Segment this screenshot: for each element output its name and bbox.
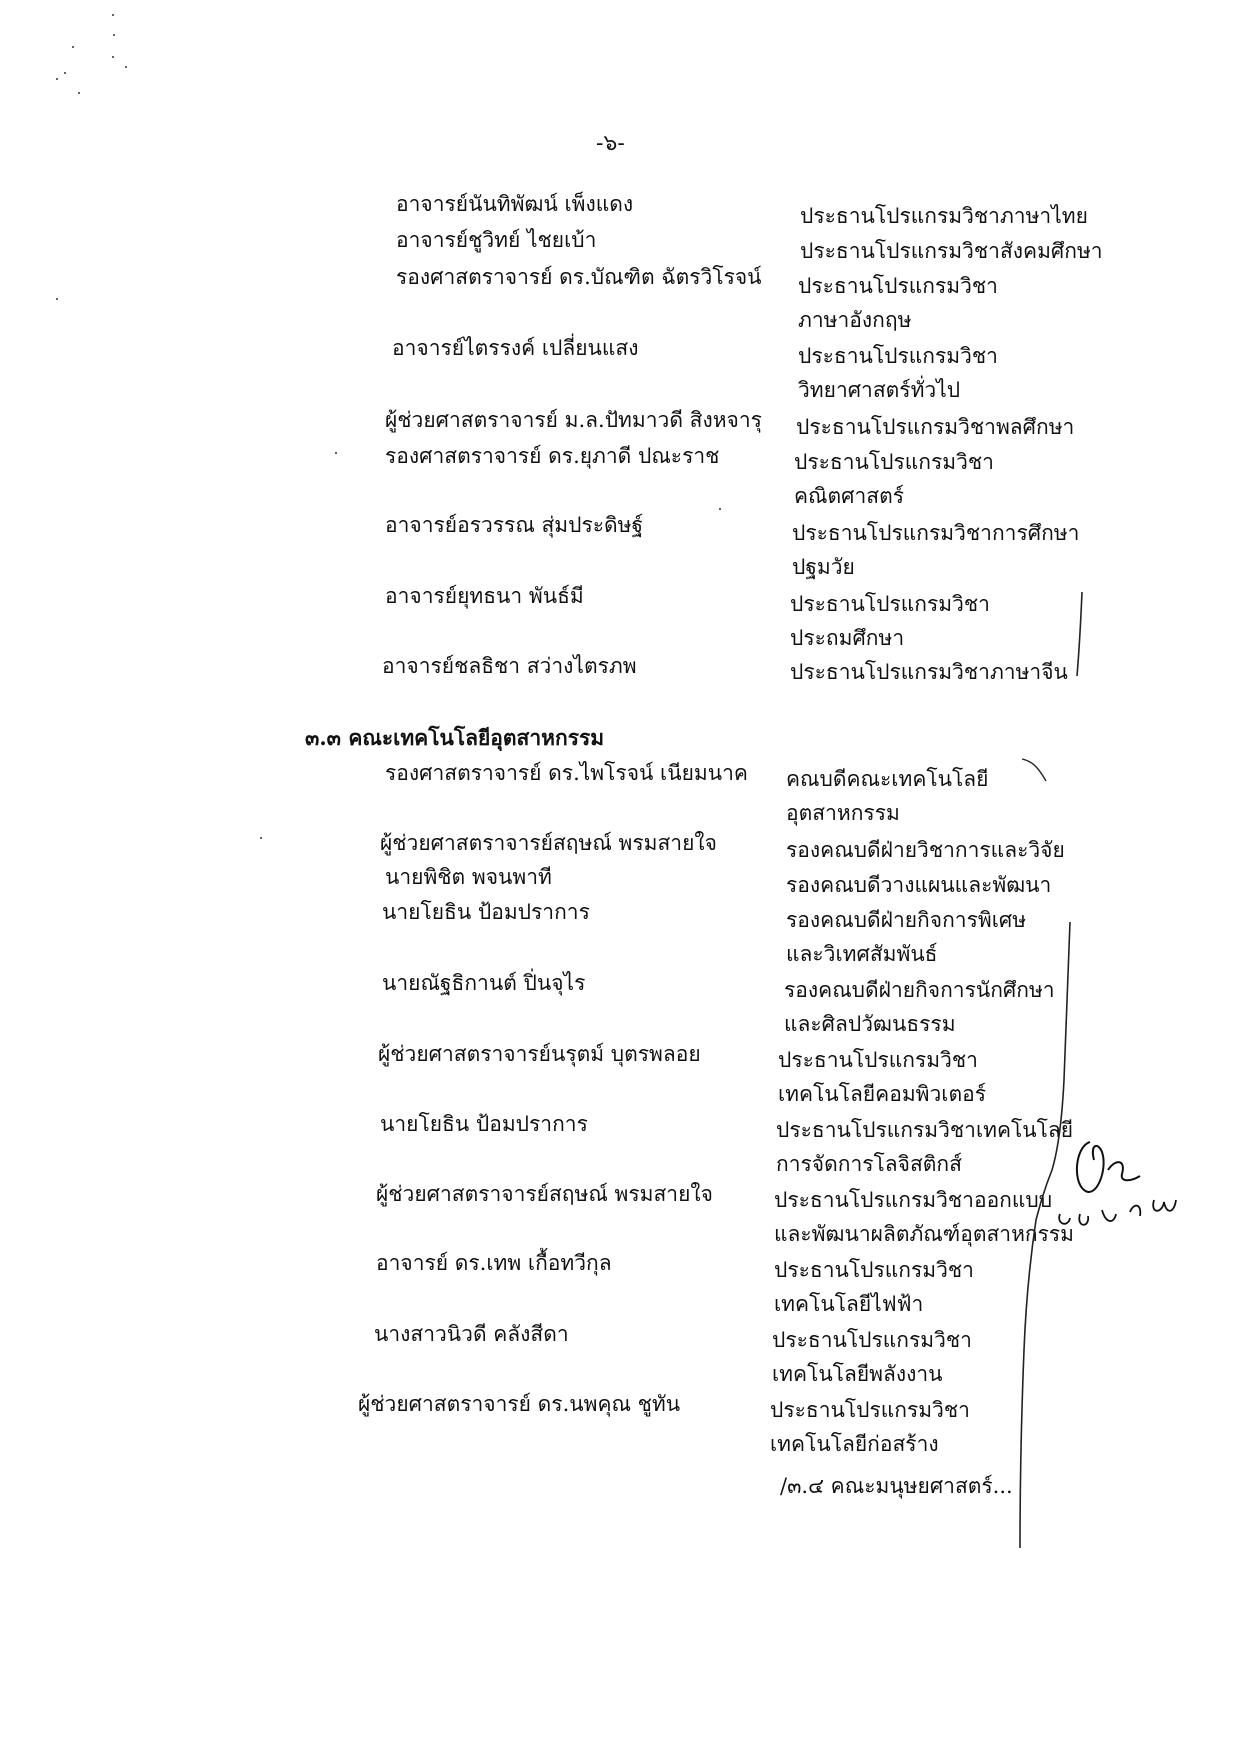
scan-speck — [64, 72, 66, 74]
staff-name: อาจารย์ชลธิชา สว่างไตรภพ — [382, 654, 637, 678]
staff-position: รองคณบดีฝ่ายวิชาการและวิจัย — [786, 838, 1065, 862]
scan-speck — [113, 34, 115, 36]
scan-speck — [260, 837, 262, 839]
staff-position: ประธานโปรแกรมวิชาพลศึกษา — [796, 415, 1075, 439]
staff-name: อาจารย์ไตรรงค์ เปลี่ยนแสง — [392, 336, 639, 360]
handwritten-signature — [1050, 1130, 1200, 1240]
staff-position: ประธานโปรแกรมวิชา — [772, 1328, 972, 1352]
scan-speck — [78, 92, 80, 94]
staff-position: ประธานโปรแกรมวิชาเทคโนโลยี — [776, 1118, 1074, 1142]
scan-speck — [719, 508, 721, 510]
staff-position: ประถมศึกษา — [790, 626, 905, 650]
staff-name: ผู้ช่วยศาสตราจารย์ ม.ล.ปัทมาวดี สิงหจารุ — [385, 408, 762, 432]
staff-position: และพัฒนาผลิตภัณฑ์อุตสาหกรรม — [774, 1222, 1075, 1246]
staff-name: อาจารย์ชูวิทย์ ไชยเบ้า — [396, 228, 597, 252]
staff-name: อาจารย์ยุทธนา พันธ์มี — [385, 584, 584, 608]
scan-speck — [125, 66, 127, 68]
staff-position: ประธานโปรแกรมวิชาภาษาจีน — [790, 660, 1068, 684]
scan-speck — [335, 452, 337, 454]
staff-position: ภาษาอังกฤษ — [798, 308, 912, 332]
staff-name: นางสาวนิวดี คลังสีดา — [374, 1322, 569, 1346]
staff-position: คณบดีคณะเทคโนโลยี — [786, 767, 989, 791]
scan-speck — [72, 46, 74, 48]
staff-position: ประธานโปรแกรมวิชาภาษาไทย — [800, 204, 1088, 228]
staff-name: อาจารย์ ดร.เทพ เกื้อทวีกุล — [376, 1251, 612, 1275]
staff-name: รองศาสตราจารย์ ดร.ไพโรจน์ เนียมนาค — [385, 761, 748, 785]
staff-position: เทคโนโลยีพลังงาน — [772, 1362, 943, 1386]
staff-position: รองคณบดีวางแผนและพัฒนา — [786, 873, 1052, 897]
staff-position: อุตสาหกรรม — [786, 801, 900, 825]
staff-position: เทคโนโลยีไฟฟ้า — [774, 1292, 924, 1316]
staff-position: คณิตศาสตร์ — [794, 484, 905, 508]
staff-position: และศิลปวัฒนธรรม — [784, 1012, 956, 1036]
staff-name: ผู้ช่วยศาสตราจารย์ ดร.นพคุณ ชูทัน — [358, 1392, 681, 1416]
staff-position: ประธานโปรแกรมวิชา — [798, 344, 998, 368]
staff-position: รองคณบดีฝ่ายกิจการนักศึกษา — [784, 978, 1055, 1002]
staff-position: ประธานโปรแกรมวิชาออกแบบ — [774, 1188, 1053, 1212]
staff-position: ประธานโปรแกรมวิชา — [774, 1258, 974, 1282]
margin-mark-curve — [1020, 755, 1050, 785]
staff-name: ผู้ช่วยศาสตราจารย์สฤษณ์ พรมสายใจ — [376, 1182, 713, 1206]
continuation-note: /๓.๔ คณะมนุษยศาสตร์... — [780, 1474, 1013, 1498]
staff-position: ประธานโปรแกรมวิชาสังคมศึกษา — [800, 239, 1103, 263]
scan-speck — [112, 56, 114, 58]
staff-name: นายโยธิน ป้อมปราการ — [380, 1112, 588, 1136]
page-number: -๖- — [596, 131, 625, 156]
staff-position: วิทยาศาสตร์ทั่วไป — [798, 378, 961, 402]
staff-position: ประธานโปรแกรมวิชา — [794, 450, 994, 474]
scan-speck — [56, 78, 58, 80]
staff-position: รองคณบดีฝ่ายกิจการพิเศษ — [786, 908, 1027, 932]
staff-name: นายพิชิต พจนพาที — [385, 865, 552, 889]
scan-speck — [112, 14, 114, 16]
staff-position: ปฐมวัย — [792, 555, 855, 579]
section-heading: ๓.๓ คณะเทคโนโลยีอุตสาหกรรม — [305, 725, 605, 750]
staff-name: นายโยธิน ป้อมปราการ — [382, 900, 590, 924]
staff-position: เทคโนโลยีคอมพิวเตอร์ — [778, 1082, 987, 1106]
staff-name: รองศาสตราจารย์ ดร.บัณฑิต ฉัตรวิโรจน์ — [396, 265, 762, 289]
staff-position: เทคโนโลยีก่อสร้าง — [770, 1432, 939, 1456]
staff-position: ประธานโปรแกรมวิชา — [778, 1048, 978, 1072]
staff-position: ประธานโปรแกรมวิชา — [798, 274, 998, 298]
staff-position: ประธานโปรแกรมวิชาการศึกษา — [792, 521, 1080, 545]
staff-position: ประธานโปรแกรมวิชา — [790, 592, 990, 616]
margin-mark-upper — [1070, 590, 1090, 680]
staff-position: ประธานโปรแกรมวิชา — [770, 1398, 970, 1422]
staff-position: และวิเทศสัมพันธ์ — [786, 942, 938, 966]
staff-name: ผู้ช่วยศาสตราจารย์สฤษณ์ พรมสายใจ — [380, 831, 717, 855]
staff-name: อาจารย์อรวรรณ สุ่มประดิษฐ์ — [385, 513, 644, 537]
staff-name: ผู้ช่วยศาสตราจารย์นรุตม์ บุตรพลอย — [378, 1042, 701, 1066]
staff-position: การจัดการโลจิสติกส์ — [776, 1152, 962, 1176]
scan-speck — [56, 298, 58, 300]
staff-name: รองศาสตราจารย์ ดร.ยุภาดี ปณะราช — [385, 444, 720, 468]
staff-name: นายณัฐธิกานต์ ปิ่นจุไร — [382, 971, 586, 995]
staff-name: อาจารย์นันทิพัฒน์ เพ็งแดง — [396, 192, 634, 216]
